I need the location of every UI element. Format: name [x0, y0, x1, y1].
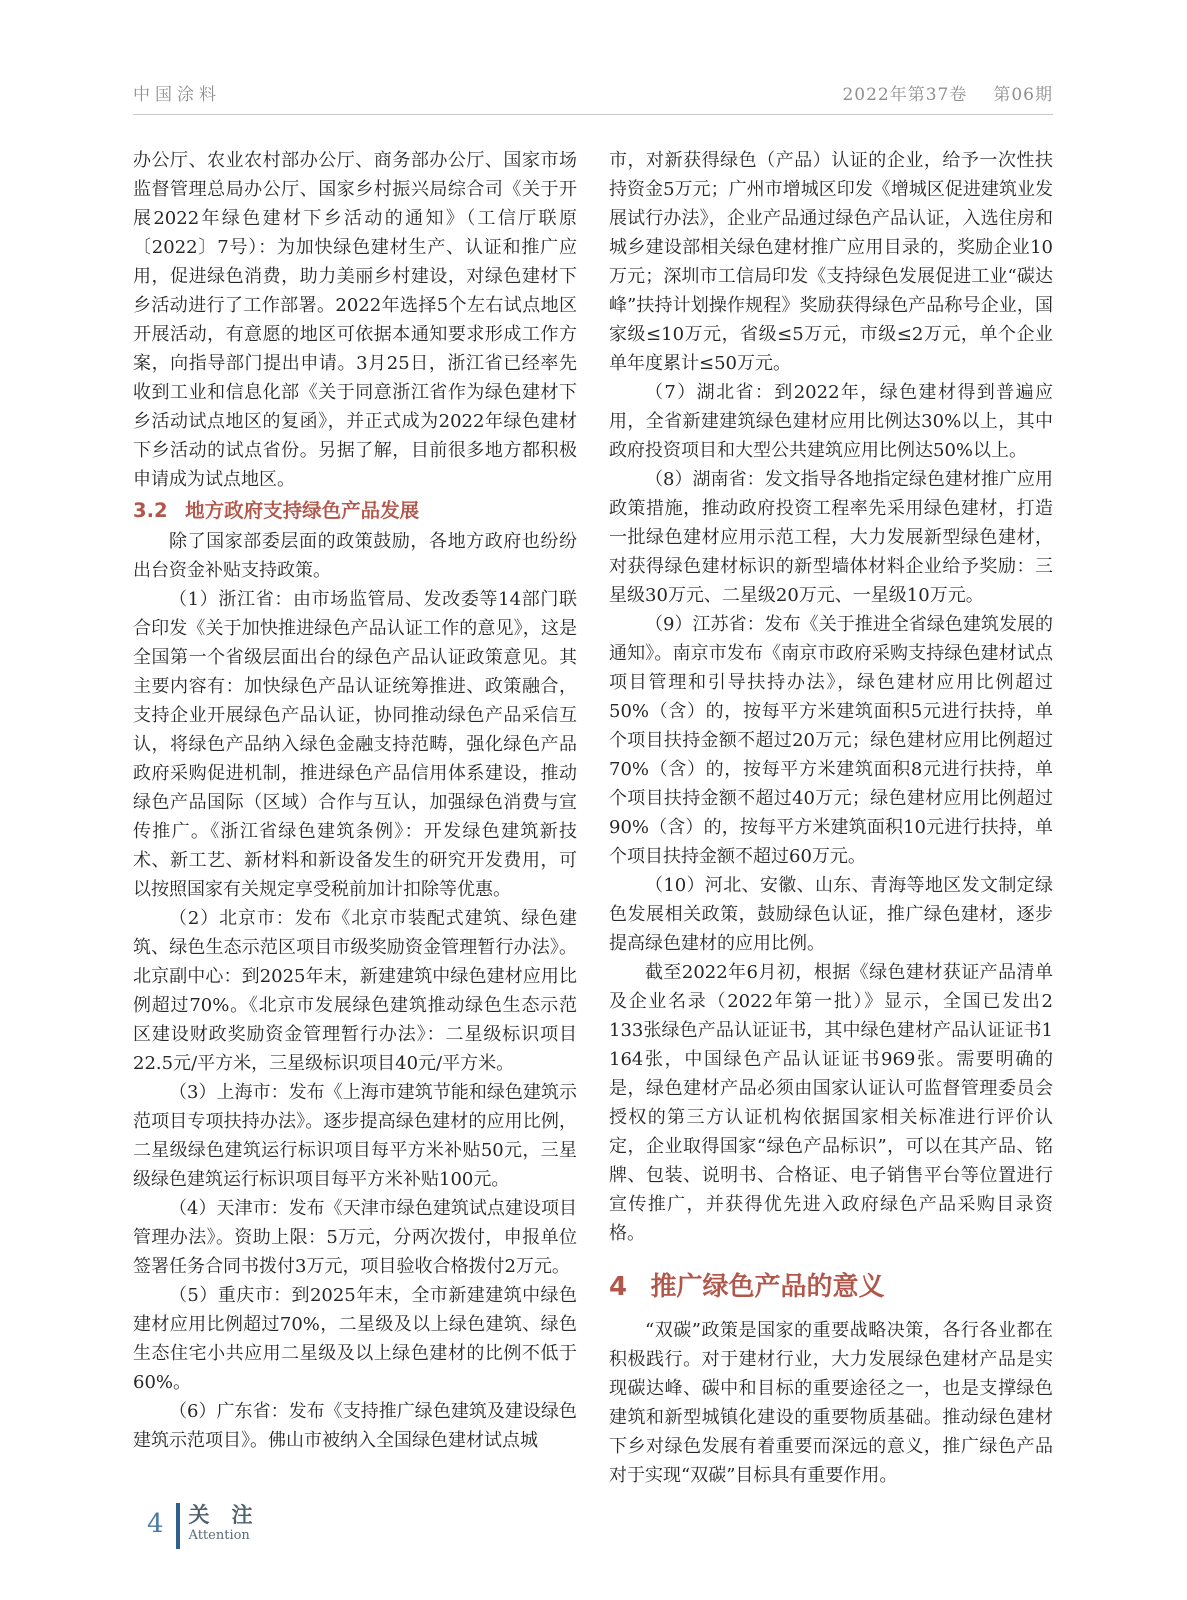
- paragraph: 市，对新获得绿色（产品）认证的企业，给予一次性扶持资金5万元；广州市增城区印发《增城区促进建筑业发展试行办法》，企业产品通过绿色产品认证，入选住房和城乡建设部相关绿色建材推广应用目录的，奖励企业10万元；深圳市工信局印发《支持绿色发展促进工业“碳达峰”扶持计划操作规程》奖励获得绿色产品称号企业，国家级≤10万元，省级≤5万元，市级≤2万元，单个企业单年度累计≤50万元。: [609, 150, 1053, 374]
- footer-section-name-en: Attention: [188, 1528, 250, 1543]
- paragraph: （8）湖南省：发文指导各地指定绿色建材推广应用政策措施，推动政府投资工程率先采用绿色建材，打造一批绿色建材应用示范工程，大力发展新型绿色建材，对获得绿色建材标识的新型墙体材料企业给予奖励：三星级30万元、二星级20万元、一星级10万元。: [609, 469, 1053, 606]
- footer-divider-bar: [176, 1503, 180, 1549]
- page-number: 4: [147, 1509, 164, 1539]
- section-heading: [133, 496, 577, 525]
- journal-title: 中国涂料: [133, 85, 221, 105]
- footer-section-name-cn: 关注: [188, 1503, 275, 1527]
- section-title: 地方政府支持绿色产品发展: [185, 499, 420, 522]
- section-number: 4: [609, 1272, 628, 1302]
- volume-label: 2022年第37卷: [842, 85, 968, 105]
- section-title: 推广绿色产品的意义: [650, 1272, 885, 1302]
- paragraph: （3）上海市：发布《上海市建筑节能和绿色建筑示范项目专项扶持办法》。逐步提高绿色建材的应用比例，二星级绿色建筑运行标识项目每平方米补贴50元，三星级绿色建筑运行标识项目每平方米补贴100元。: [133, 1082, 577, 1190]
- footer-section-labels: [189, 1500, 275, 1544]
- paragraph: （6）广东省：发布《支持推广绿色建筑及建设绿色建筑示范项目》。佛山市被纳入全国绿色建材试点城: [133, 1401, 577, 1451]
- article-body: [133, 146, 1053, 1490]
- paragraph: （9）江苏省：发布《关于推进全省绿色建筑发展的通知》。南京市发布《南京市政府采购支持绿色建材试点项目管理和引导扶持办法》，绿色建材应用比例超过50%（含）的，按每平方米建筑面积5元进行扶持，单个项目扶持金额不超过20万元；绿色建材应用比例超过70%（含）的，按每平方米建筑面积8元进行扶持，单个项目扶持金额不超过40万元；绿色建材应用比例超过90%（含）的，按每平方米建筑面积10元进行扶持，单个项目扶持金额不超过60万元。: [609, 614, 1053, 867]
- paragraph: （7）湖北省：到2022年，绿色建材得到普遍应用，全省新建建筑绿色建材应用比例达30%以上，其中政府投资项目和大型公共建筑应用比例达50%以上。: [609, 382, 1053, 461]
- paragraph: （5）重庆市：到2025年末，全市新建建筑中绿色建材应用比例超过70%，二星级及以上绿色建筑、绿色生态住宅小共应用二星级及以上绿色建材的比例不低于60%。: [133, 1285, 577, 1393]
- paragraph: （2）北京市：发布《北京市装配式建筑、绿色建筑、绿色生态示范区项目市级奖励资金管理暂行办法》。北京副中心：到2025年末，新建建筑中绿色建材应用比例超过70%。《北京市发展绿色建筑推动绿色生态示范区建设财政奖励资金管理暂行办法》：二星级标识项目22.5元/平方米，三星级标识项目40元/平方米。: [133, 908, 577, 1074]
- paragraph: 除了国家部委层面的政策鼓励，各地方政府也纷纷出台资金补贴支持政策。: [133, 531, 577, 581]
- paragraph: （1）浙江省：由市场监管局、发改委等14部门联合印发《关于加快推进绿色产品认证工作的意见》，这是全国第一个省级层面出台的绿色产品认证政策意见。其主要内容有：加快绿色产品认证统筹推进、政策融合，支持企业开展绿色产品认证，协同推动绿色产品采信互认，将绿色产品纳入绿色金融支持范畴，强化绿色产品政府采购促进机制，推进绿色产品信用体系建设，推动绿色产品国际（区域）合作与互认，加强绿色消费与宣传推广。《浙江省绿色建筑条例》：开发绿色建筑新技术、新工艺、新材料和新设备发生的研究开发费用，可以按照国家有关规定享受税前加计扣除等优惠。: [133, 589, 577, 900]
- right-column: [609, 146, 1053, 1490]
- paragraph: 办公厅、农业农村部办公厅、商务部办公厅、国家市场监督管理总局办公厅、国家乡村振兴局综合司《关于开展2022年绿色建材下乡活动的通知》（工信厅联原〔2022〕7号）：为加快绿色建材生产、认证和推广应用，促进绿色消费，助力美丽乡村建设，对绿色建材下乡活动进行了工作部署。2022年选择5个左右试点地区开展活动，有意愿的地区可依据本通知要求形成工作方案，向指导部门提出申请。3月25日，浙江省已经率先收到工业和信息化部《关于同意浙江省作为绿色建材下乡活动试点地区的复函》，并正式成为2022年绿色建材下乡活动的试点省份。另据了解，目前很多地方都积极申请成为试点地区。: [133, 150, 577, 490]
- paragraph: （4）天津市：发布《天津市绿色建筑试点建设项目管理办法》。资助上限：5万元，分两次拨付，申报单位签署任务合同书拨付3万元，项目验收合格拨付2万元。: [133, 1198, 577, 1277]
- paragraph: （10）河北、安徽、山东、青海等地区发文制定绿色发展相关政策，鼓励绿色认证，推广绿色建材，逐步提高绿色建材的应用比例。: [609, 875, 1053, 954]
- issue-info: [842, 80, 1053, 105]
- running-head: [133, 80, 1053, 115]
- page-footer: [147, 1500, 275, 1549]
- left-column: [133, 146, 577, 1490]
- issue-number-label: 第06期: [993, 85, 1053, 105]
- section-heading: [609, 1270, 1053, 1304]
- paragraph: “双碳”政策是国家的重要战略决策，各行各业都在积极践行。对于建材行业，大力发展绿色建材产品是实现碳达峰、碳中和目标的重要途径之一，也是支撑绿色建筑和新型城镇化建设的重要物质基础。推动绿色建材下乡对绿色发展有着重要而深远的意义，推广绿色产品对于实现“双碳”目标具有重要作用。: [609, 1320, 1053, 1486]
- paragraph: 截至2022年6月初，根据《绿色建材获证产品清单及企业名录（2022年第一批）》显示，全国已发出2 133张绿色产品认证证书，其中绿色建材产品认证证书1 164张，中国绿色产品认证证书969张。需要明确的是，绿色建材产品必须由国家认证认可监督管理委员会授权的第三方认证机构依据国家相关标准进行评价认定，企业取得国家“绿色产品标识”，可以在其产品、铭牌、包装、说明书、合格证、电子销售平台等位置进行宣传推广，并获得优先进入政府绿色产品采购目录资格。: [609, 962, 1053, 1244]
- section-number: 3.2: [133, 499, 168, 522]
